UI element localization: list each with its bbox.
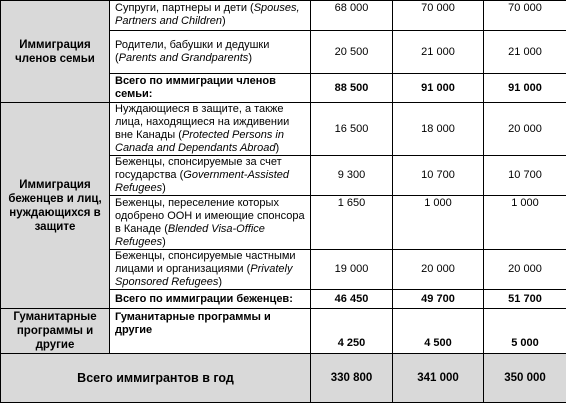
row-label: Родители, бабушки и дедушки (Parents and Grandparents) xyxy=(110,31,311,74)
row-label: Нуждающиеся в защите, а также лица, находящиеся на иждивении вне Канады (Protected Persons in Canada and Dependants Abroad) xyxy=(110,103,311,156)
category-humanitarian: Гуманитарные программы и другие xyxy=(1,309,110,354)
total-value: 49 700 xyxy=(393,290,484,309)
total-value: 91 000 xyxy=(393,74,484,103)
row-label: Беженцы, спонсируемые частными лицами и организациями (Privately Sponsored Refugees) xyxy=(110,250,311,290)
value-cell: 70 000 xyxy=(484,1,566,31)
value-cell: 18 000 xyxy=(393,103,484,156)
row-label: Гуманитарные программы и другие xyxy=(110,309,311,354)
value-cell: 4 500 xyxy=(393,309,484,354)
value-cell: 5 000 xyxy=(484,309,566,354)
grand-total-label: Всего иммигрантов в год xyxy=(1,354,311,403)
value-cell: 68 000 xyxy=(311,1,393,31)
category-family: Иммиграция членов семьи xyxy=(1,1,110,103)
grand-total-value: 330 800 xyxy=(311,354,393,403)
total-value: 88 500 xyxy=(311,74,393,103)
total-value: 46 450 xyxy=(311,290,393,309)
value-cell: 9 300 xyxy=(311,156,393,196)
value-cell: 21 000 xyxy=(393,31,484,74)
value-cell: 4 250 xyxy=(311,309,393,354)
value-cell: 10 700 xyxy=(393,156,484,196)
value-cell: 1 650 xyxy=(311,196,393,250)
value-cell: 10 700 xyxy=(484,156,566,196)
total-label: Всего по иммиграции беженцев: xyxy=(110,290,311,309)
total-value: 91 000 xyxy=(484,74,566,103)
table-row xyxy=(1,103,566,156)
value-cell: 1 000 xyxy=(484,196,566,250)
value-cell: 20 000 xyxy=(484,103,566,156)
grand-total-value: 341 000 xyxy=(393,354,484,403)
value-cell: 20 000 xyxy=(484,250,566,290)
value-cell: 20 000 xyxy=(393,250,484,290)
row-label: Беженцы, спонсируемые за счет государства (Government-Assisted Refugees) xyxy=(110,156,311,196)
value-cell: 19 000 xyxy=(311,250,393,290)
table-row xyxy=(1,1,566,31)
value-cell: 21 000 xyxy=(484,31,566,74)
category-refugees: Иммиграция беженцев и лиц, нуждающихся в защите xyxy=(1,103,110,309)
total-label: Всего по иммиграции членов семьи: xyxy=(110,74,311,103)
value-cell: 1 000 xyxy=(393,196,484,250)
value-cell: 16 500 xyxy=(311,103,393,156)
row-label: Супруги, партнеры и дети (Spouses, Partners and Children) xyxy=(110,1,311,31)
total-value: 51 700 xyxy=(484,290,566,309)
table-row xyxy=(1,309,566,354)
grand-total-value: 350 000 xyxy=(484,354,566,403)
grand-total-row xyxy=(1,354,566,403)
value-cell: 70 000 xyxy=(393,1,484,31)
row-label: Беженцы, переселение которых одобрено ООН и имеющие спонсора в Канаде (Blended Visa-Office Refugees) xyxy=(110,196,311,250)
value-cell: 20 500 xyxy=(311,31,393,74)
